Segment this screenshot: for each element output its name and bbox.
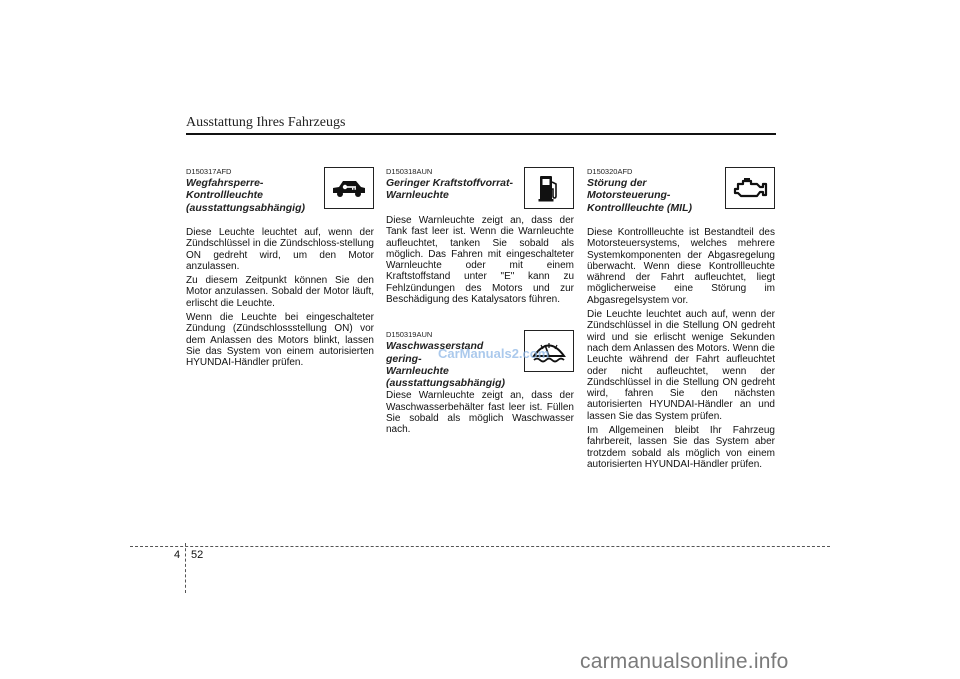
section-code: D150319AUN [386,330,433,340]
section-body [386,215,574,305]
section-paragraph: Zu diesem Zeitpunkt können Sie den Motor anzulassen. Sobald der Motor läuft, erlischt die Leuchte. [186,275,374,309]
fuel-pump-icon [524,167,574,209]
watermark-middle: CarManuals2.com [438,346,550,361]
section-header [386,167,574,213]
header-rule [186,133,776,135]
footer-divider [185,543,186,593]
check-engine-icon [725,167,775,209]
section-paragraph: Im Allgemeinen bleibt Ihr Fahrzeug fahrbereit, lassen Sie das System aber trotzdem sobald als möglich von einem autorisierten HYUNDAI-Händler prüfen. [587,425,775,470]
section-title-text: Störung der Motorsteuerung- Kontrollleuchte (MIL) [587,177,692,214]
section-paragraph: Die Leuchte leuchtet auch auf, wenn der Zündschlüssel in die Stellung ON gedreht wird und sie erlischt wenige Sekunden nach dem Anlassen des Motors. Wenn die Leuchte während der Fahrt aufleuchtet oder nicht aufleuchtet, wenn der Zündschlüssel in die Stellung ON gedreht wird, fahren Sie den nächsten autorisierten HYUNDAI-Händler an und lassen Sie das System prüfen. [587,309,775,422]
section-body [386,390,574,435]
column-3 [587,167,775,473]
section-header [186,167,374,225]
watermark-bottom: carmanualsonline.info [580,650,789,673]
car-key-immobilizer-icon [324,167,374,209]
section-body [186,227,374,369]
section-title [587,177,715,214]
section-body [587,227,775,470]
section-paragraph: Diese Warnleuchte zeigt an, dass der Waschwasserbehälter fast leer ist. Füllen Sie sobald als möglich Waschwasser nach. [386,390,574,436]
page-header-title: Ausstattung Ihres Fahrzeugs [186,115,346,130]
column-2 [386,167,574,439]
section-title-text: Wegfahrsperre- Kontrollleuchte (ausstattungsabhängig) [186,177,306,214]
column-1 [186,167,374,372]
section-code: D150317AFD [186,167,232,176]
section-title-text: Geringer Kraftstoffvorrat- Warnleuchte [386,177,513,202]
section-paragraph: Diese Kontrollleuchte ist Bestandteil des Motorsteuersystems, welches mehrere Systemkomponenten der Abgasregelung überwacht. Wenn diese Kontrollleuchte während der Fahrt aufleuchtet, liegt möglicherweise eine Störung im Abgasregelsystem vor. [587,227,775,306]
section-code: D150320AFD [587,167,633,176]
section-paragraph: Wenn die Leuchte bei eingeschalteter Zündung (Zündschlossstellung ON) vor dem Anlassen des Motors blinkt, lassen Sie das System von einem autorisierten HYUNDAI-Händler prüfen. [186,312,374,369]
section-code: D150318AUN [386,167,433,176]
section-header [587,167,775,225]
page-chapter: 4 [174,549,181,561]
section-title [386,177,514,202]
section-paragraph: Diese Leuchte leuchtet auf, wenn der Zündschlüssel in die Zündschloss-stellung ON gedreht wird, um den Motor anzulassen. [186,227,374,272]
section-paragraph: Diese Warnleuchte zeigt an, dass der Tank fast leer ist. Wenn die Warnleuchte aufleuchtet, tanken Sie sobald als möglich. Das Fahren mit eingeschalteter Warnleuchte oder mit einem Kraftstoffstand unter "E" kann zu Fehlzündungen des Motors und zur Beschädigung des Katalysators führen. [386,215,574,306]
page-number: 52 [191,549,204,561]
section-title [186,177,314,214]
section-title-text: Waschwasserstand gering- Warnleuchte (ausstattungsabhängig) [386,340,506,390]
footer-rule [130,546,830,547]
